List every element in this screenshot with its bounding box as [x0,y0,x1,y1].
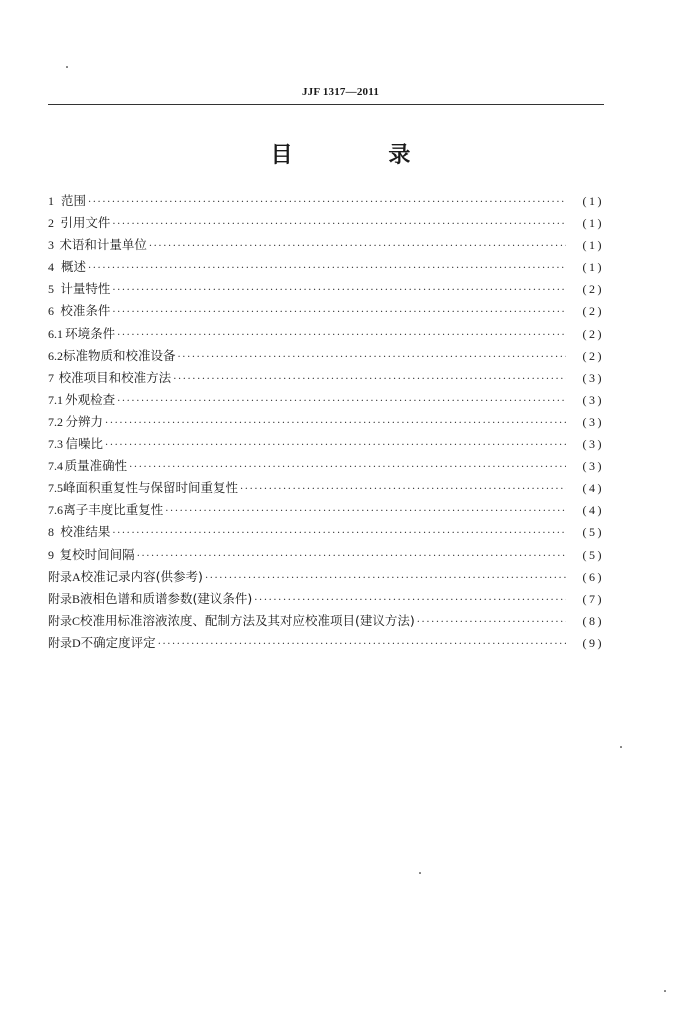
leader-dots [88,192,566,214]
toc-entry[interactable] [48,566,604,588]
leader-dots [173,369,566,391]
toc-entry-title: 校准记录内容(供参考) [80,568,203,584]
toc-entry-number: 7.1 [48,392,63,407]
leader-dots [112,280,566,302]
leader-dots [137,546,566,568]
toc-entry[interactable] [48,323,604,345]
toc-entry-title: 术语和计量单位 [59,237,147,253]
leader-dots [149,236,566,258]
toc-entry[interactable] [48,389,604,411]
toc-entry-title: 标准物质和校准设备 [63,347,176,363]
toc-entry-title: 校准用标准溶液浓度、配制方法及其对应校准项目(建议方法) [80,612,415,628]
scan-speck [620,746,622,748]
toc-entry[interactable] [48,433,604,455]
document-code-header: JJF 1317—2011 [301,86,380,98]
toc-entry-number: 6 [48,304,54,319]
toc-entry-number: 2 [48,216,54,231]
toc-entry[interactable] [48,411,604,433]
leader-dots [205,568,566,590]
toc-entry-title: 质量准确性 [64,458,128,474]
leader-dots [254,590,566,612]
toc-entry-number: 附录C [48,613,81,628]
toc-entry-page: (2) [582,304,604,319]
toc-entry[interactable] [48,190,604,212]
toc-entry-title: 液相色谱和质谱参数(建议条件) [80,590,253,606]
toc-entry-title: 计量特性 [60,281,111,297]
toc-entry-number: 4 [48,260,54,275]
toc-entry-page: (3) [582,392,604,407]
leader-dots [112,214,566,236]
leader-dots [240,479,566,501]
toc-entry-page: (5) [582,525,604,540]
toc-entry[interactable] [48,234,604,256]
toc-entry[interactable] [48,345,604,367]
leader-dots [158,634,566,656]
toc-entry-page: (2) [582,326,604,341]
scan-speck [419,872,421,874]
toc-entry-page: (3) [582,414,604,429]
toc-entry-number: 6.1 [48,326,63,341]
leader-dots [105,413,566,435]
toc-entry-number: 7.3 [48,437,63,452]
toc-entry-title: 不确定度评定 [80,634,156,650]
toc-entry-page: (2) [582,348,604,363]
leader-dots [117,325,566,347]
toc-entry[interactable] [48,256,604,278]
toc-entry[interactable] [48,477,604,499]
toc-entry-title: 离子丰度比重复性 [63,502,164,518]
table-of-contents [48,190,604,654]
leader-dots [117,391,566,413]
toc-entry-number: 6.2 [48,348,63,363]
toc-entry-number: 7 [48,370,54,385]
toc-entry[interactable] [48,632,604,654]
leader-dots [129,457,566,479]
page-title: 目 录 [270,143,455,168]
scan-speck [664,990,666,992]
toc-entry-title: 校准结果 [60,524,111,540]
toc-entry-number: 附录A [48,569,81,584]
toc-entry-number: 7.5 [48,481,63,496]
toc-entry[interactable] [48,212,604,234]
toc-entry-page: (5) [582,547,604,562]
toc-entry-title: 分辨力 [65,413,104,429]
toc-entry[interactable] [48,278,604,300]
leader-dots [105,435,566,457]
toc-entry-number: 7.6 [48,503,63,518]
toc-entry-title: 峰面积重复性与保留时间重复性 [63,480,239,496]
leader-dots [178,347,566,369]
toc-entry-page: (3) [582,437,604,452]
toc-entry[interactable] [48,367,604,389]
toc-entry[interactable] [48,521,604,543]
toc-entry-number: 1 [48,194,54,208]
toc-entry-number: 9 [48,547,54,562]
toc-entry-title: 引用文件 [60,215,111,231]
leader-dots [165,501,566,523]
toc-entry-number: 3 [48,238,54,253]
leader-dots [112,523,566,545]
toc-entry-page: (7) [582,591,604,606]
leader-dots [417,612,566,634]
toc-entry-number: 7.2 [48,414,63,429]
toc-entry-page: (8) [582,613,604,628]
toc-entry-number: 附录B [48,591,81,606]
toc-entry-page: (3) [582,459,604,474]
toc-entry[interactable] [48,300,604,322]
toc-entry[interactable] [48,499,604,521]
toc-entry-page: (9) [582,635,604,650]
toc-entry-title: 范围 [60,193,86,208]
toc-entry-page: (4) [582,503,604,518]
toc-entry-title: 环境条件 [65,325,116,341]
toc-entry-title: 概述 [60,259,86,275]
toc-entry[interactable] [48,588,604,610]
toc-entry-page: (6) [582,569,604,584]
toc-entry-title: 外观检查 [65,391,116,407]
toc-entry-number: 附录D [48,635,81,650]
leader-dots [112,302,566,324]
toc-entry-page: (4) [582,481,604,496]
toc-entry-title: 信噪比 [65,436,104,452]
toc-entry[interactable] [48,455,604,477]
toc-entry-page: (1) [582,260,604,275]
toc-entry[interactable] [48,610,604,632]
toc-entry-title: 校准条件 [60,303,111,319]
scan-speck [66,66,68,68]
toc-entry-number: 5 [48,282,54,297]
toc-entry-number: 8 [48,525,54,540]
toc-entry-page: (3) [582,370,604,385]
toc-entry-page: (2) [582,282,604,297]
toc-entry-page: (1) [582,238,604,253]
toc-entry-number: 7.4 [48,459,63,474]
toc-entry[interactable] [48,544,604,566]
toc-entry-page: (1) [582,216,604,231]
toc-entry-title: 校准项目和校准方法 [58,369,172,385]
header-rule [48,104,604,105]
toc-entry-page: (1) [582,194,604,208]
leader-dots [88,258,566,280]
toc-entry-title: 复校时间间隔 [59,546,135,562]
